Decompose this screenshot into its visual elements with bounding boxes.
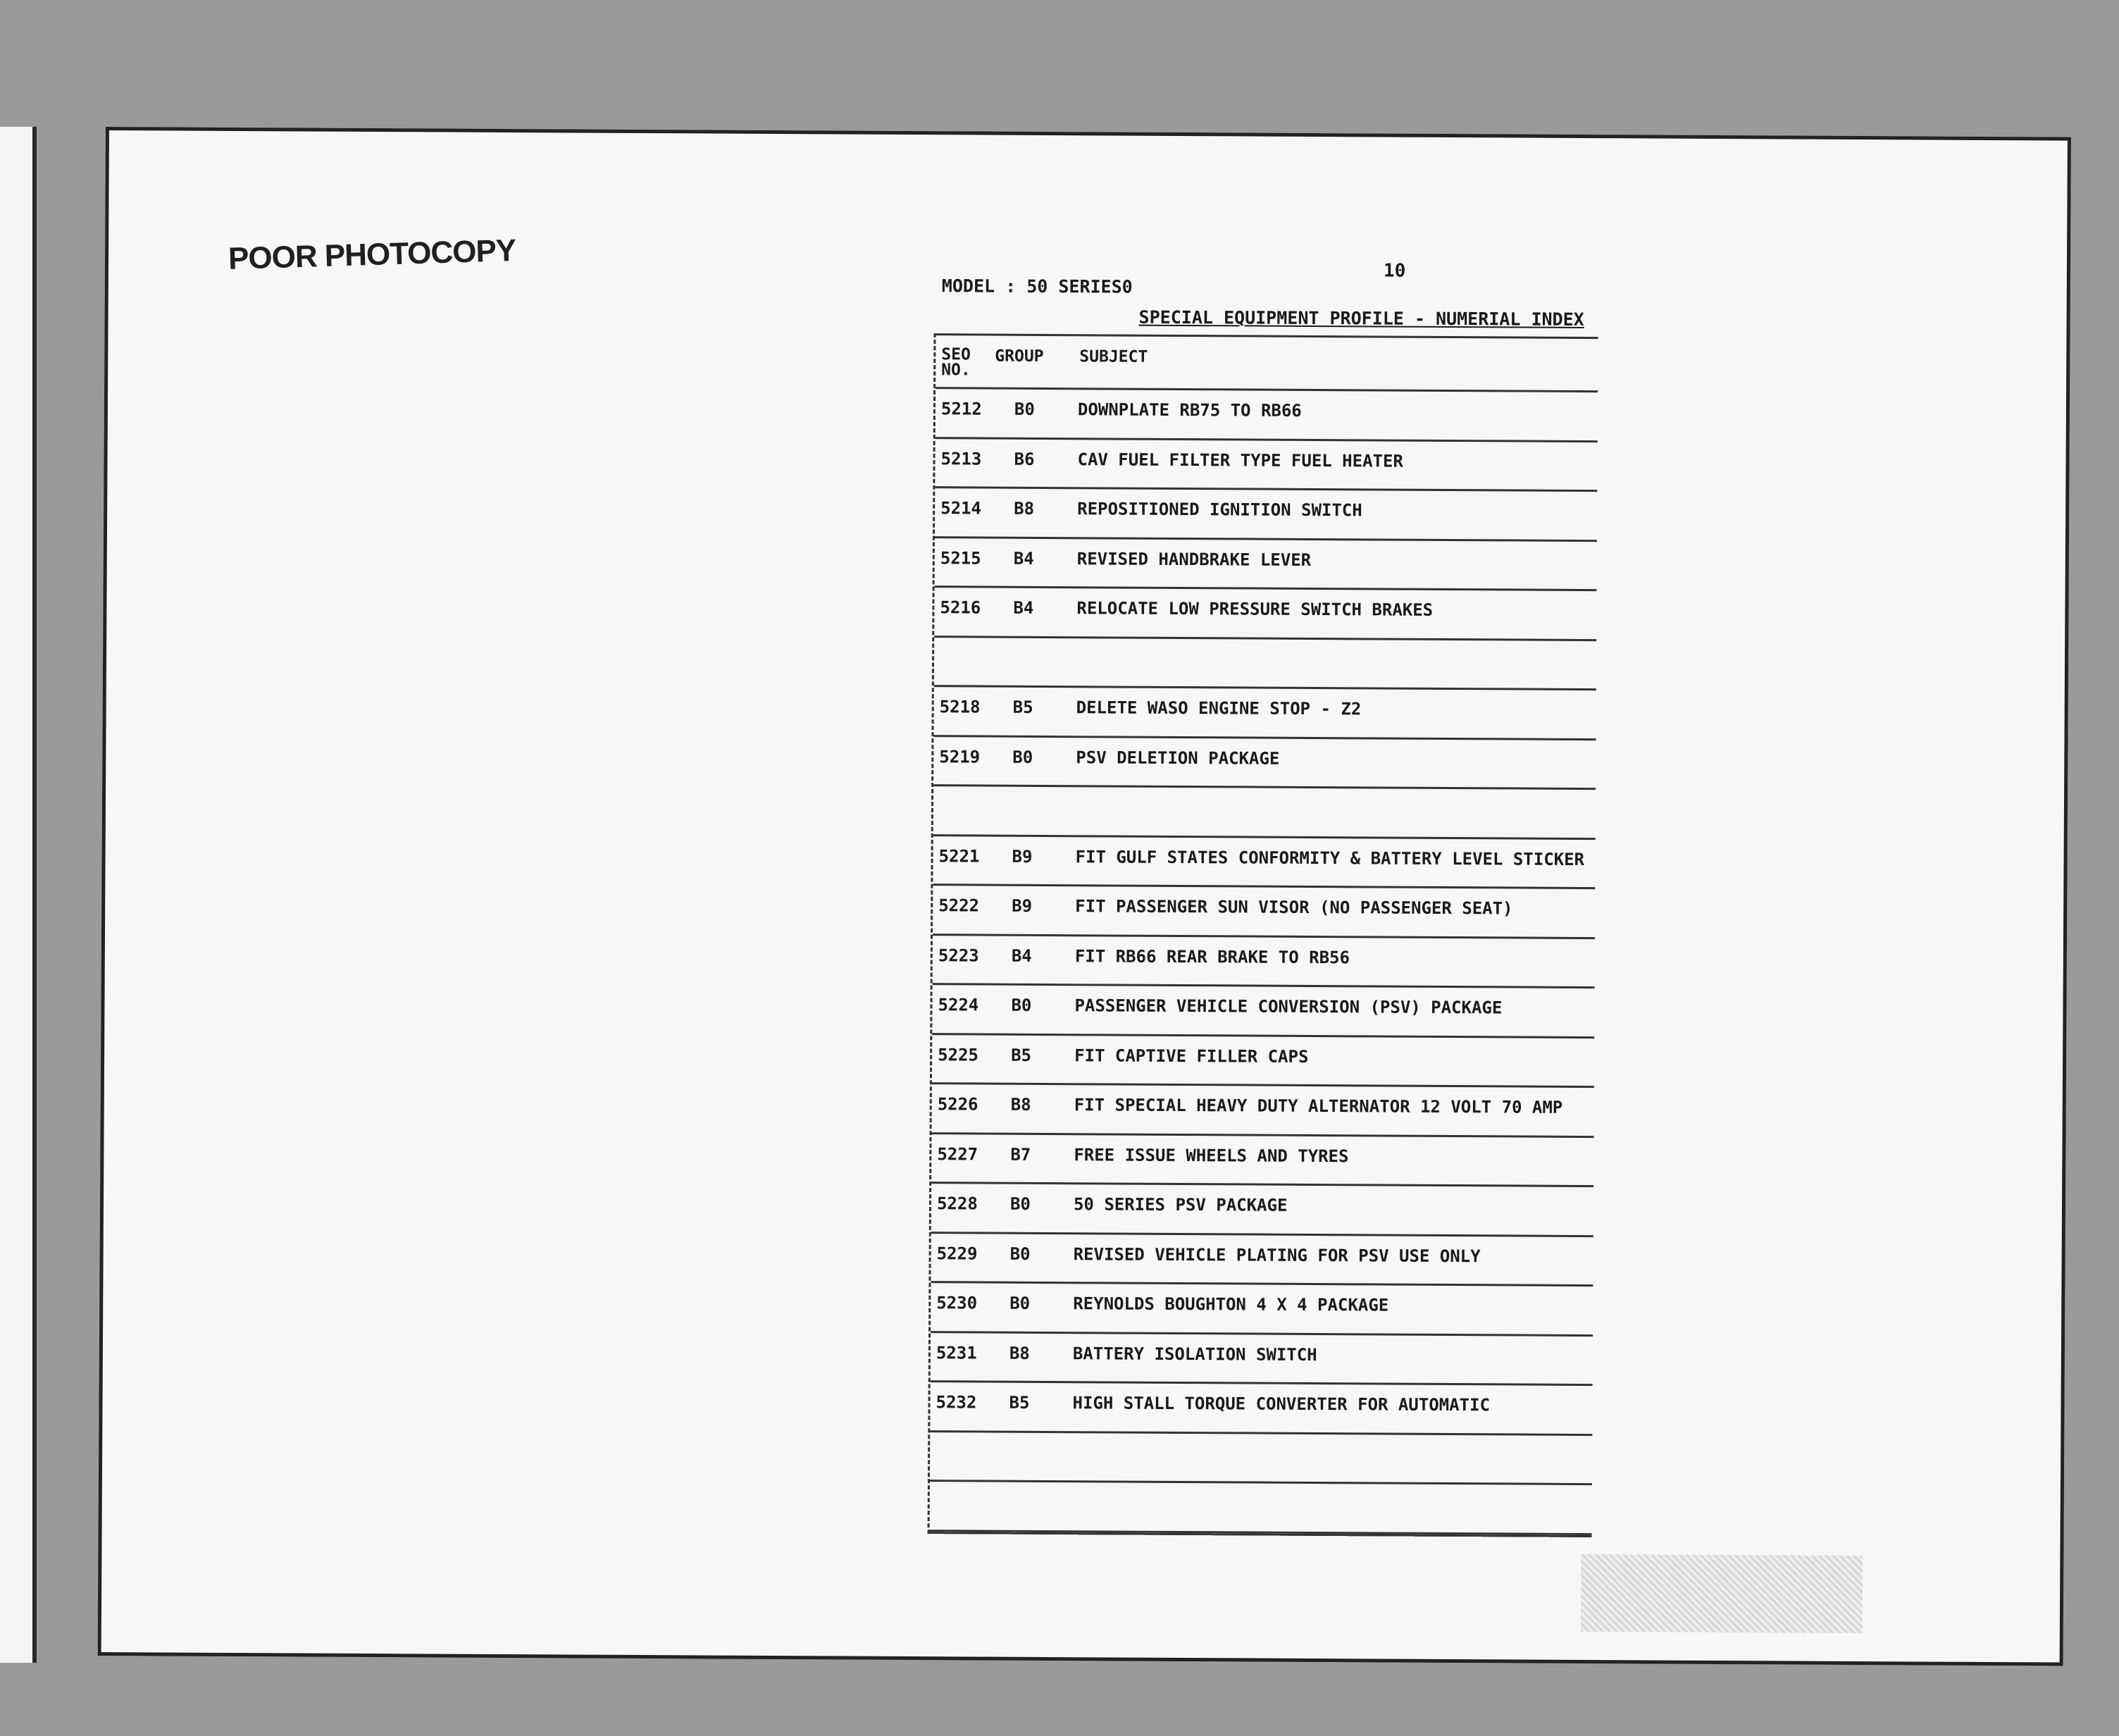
group-cell: B7 — [1010, 1144, 1031, 1165]
table-row — [933, 737, 1596, 790]
subject-cell: FIT GULF STATES CONFORMITY & BATTERY LEVEL STICKER — [1075, 846, 1585, 869]
group-cell: B6 — [1014, 449, 1035, 469]
seo-no-cell: 5216 — [940, 597, 981, 618]
group-cell: B8 — [1009, 1343, 1030, 1363]
adjacent-page-edge — [0, 127, 37, 1663]
group-cell: B0 — [1011, 995, 1032, 1015]
seo-no-cell: 5227 — [937, 1143, 978, 1165]
subject-cell: 50 SERIES PSV PACKAGE — [1073, 1194, 1288, 1215]
group-cell: B5 — [1011, 1045, 1032, 1065]
seo-no-cell: 5228 — [936, 1194, 978, 1214]
group-cell: B5 — [1012, 697, 1033, 717]
subject-cell: REVISED VEHICLE PLATING FOR PSV USE ONLY — [1073, 1244, 1481, 1266]
group-cell: B9 — [1012, 846, 1033, 867]
table-row — [933, 687, 1596, 740]
seo-no-cell: 5231 — [936, 1342, 977, 1363]
seo-no-cell: 5212 — [940, 399, 982, 419]
table-row — [930, 1432, 1592, 1485]
subject-cell: PASSENGER VEHICLE CONVERSION (PSV) PACKAGE — [1074, 996, 1503, 1018]
subject-cell: BATTERY ISOLATION SWITCH — [1072, 1343, 1317, 1365]
subject-cell: REPOSITIONED IGNITION SWITCH — [1077, 499, 1362, 521]
table-row — [934, 638, 1596, 690]
document-title: SPECIAL EQUIPMENT PROFILE - NUMERIAL INDEX — [1138, 306, 1584, 330]
header-group: GROUP — [995, 347, 1044, 366]
document-page — [98, 127, 2071, 1666]
seo-no-cell: 5232 — [936, 1392, 977, 1413]
table-row — [933, 886, 1595, 938]
header-subject: SUBJECT — [1079, 347, 1148, 366]
table-body — [930, 389, 1598, 1534]
page-number: 10 — [1383, 260, 1406, 282]
table-row — [935, 538, 1597, 591]
seo-no-cell: 5223 — [938, 945, 979, 966]
subject-cell: REVISED HANDBRAKE LEVER — [1076, 548, 1312, 570]
group-cell: B8 — [1014, 498, 1035, 519]
subject-cell: DELETE WASO ENGINE STOP - Z2 — [1076, 698, 1362, 719]
table-header — [936, 333, 1598, 392]
poor-photocopy-stamp: POOR PHOTOCOPY — [228, 232, 516, 277]
subject-cell: CAV FUEL FILTER TYPE FUEL HEATER — [1077, 449, 1403, 471]
subject-cell: RELOCATE LOW PRESSURE SWITCH BRAKES — [1076, 598, 1434, 620]
seo-no-cell: 5229 — [936, 1243, 978, 1264]
photocopy-noise — [1581, 1554, 1863, 1633]
subject-cell: DOWNPLATE RB75 TO RB66 — [1077, 399, 1302, 421]
group-cell: B0 — [1012, 747, 1033, 767]
table-row — [936, 389, 1598, 442]
table-row — [931, 1234, 1593, 1286]
seo-no-cell: 5215 — [940, 547, 981, 569]
group-cell: B9 — [1012, 895, 1033, 916]
group-cell: B4 — [1011, 946, 1032, 966]
seo-no-cell: 5222 — [938, 895, 980, 916]
table-row — [931, 1134, 1593, 1187]
group-cell: B8 — [1010, 1094, 1031, 1115]
table-row — [932, 1035, 1594, 1088]
model-line: MODEL : 50 SERIES0 — [941, 275, 1133, 297]
group-cell: B4 — [1013, 597, 1034, 618]
subject-cell: FREE ISSUE WHEELS AND TYRES — [1074, 1144, 1349, 1166]
table-row — [933, 836, 1595, 889]
table-row — [931, 1333, 1593, 1386]
header-seo-no: SEO NO. — [941, 345, 971, 380]
subject-cell: HIGH STALL TORQUE CONVERTER FOR AUTOMATIC — [1072, 1393, 1491, 1415]
group-cell: B0 — [1009, 1194, 1031, 1214]
group-cell: B4 — [1013, 548, 1034, 569]
group-cell: B5 — [1009, 1392, 1030, 1413]
table-row — [933, 786, 1596, 839]
seo-no-cell: 5213 — [940, 448, 982, 469]
table-row — [933, 936, 1595, 988]
table-row — [935, 488, 1597, 541]
table-row — [935, 439, 1597, 492]
subject-cell: FIT RB66 REAR BRAKE TO RB56 — [1074, 946, 1350, 967]
group-cell: B0 — [1009, 1293, 1031, 1313]
group-cell: B0 — [1014, 399, 1035, 419]
table-row — [931, 1184, 1593, 1236]
seo-no-cell: 5221 — [938, 845, 980, 867]
table-row — [932, 1084, 1594, 1137]
seo-no-cell: 5214 — [940, 498, 982, 519]
subject-cell: FIT SPECIAL HEAVY DUTY ALTERNATOR 12 VOLT 70 AMP — [1074, 1095, 1563, 1117]
subject-cell: FIT PASSENGER SUN VISOR (NO PASSENGER SEAT) — [1075, 896, 1513, 919]
subject-cell: REYNOLDS BOUGHTON 4 X 4 PACKAGE — [1073, 1294, 1389, 1315]
table-row — [932, 985, 1594, 1038]
seo-no-cell: 5219 — [939, 746, 981, 767]
table-row — [930, 1482, 1592, 1534]
table-row — [930, 1382, 1592, 1435]
subject-cell: FIT CAPTIVE FILLER CAPS — [1074, 1045, 1309, 1067]
group-cell: B0 — [1009, 1244, 1031, 1264]
seo-no-cell: 5226 — [937, 1094, 978, 1115]
seo-no-cell: 5224 — [938, 995, 979, 1015]
seo-no-cell: 5225 — [938, 1044, 978, 1065]
table-row — [931, 1283, 1593, 1336]
subject-cell: PSV DELETION PACKAGE — [1076, 747, 1280, 769]
table-row — [934, 588, 1596, 640]
seo-no-cell: 5218 — [939, 697, 981, 717]
seo-no-cell: 5230 — [936, 1293, 978, 1313]
seo-index-table — [928, 333, 1598, 1537]
